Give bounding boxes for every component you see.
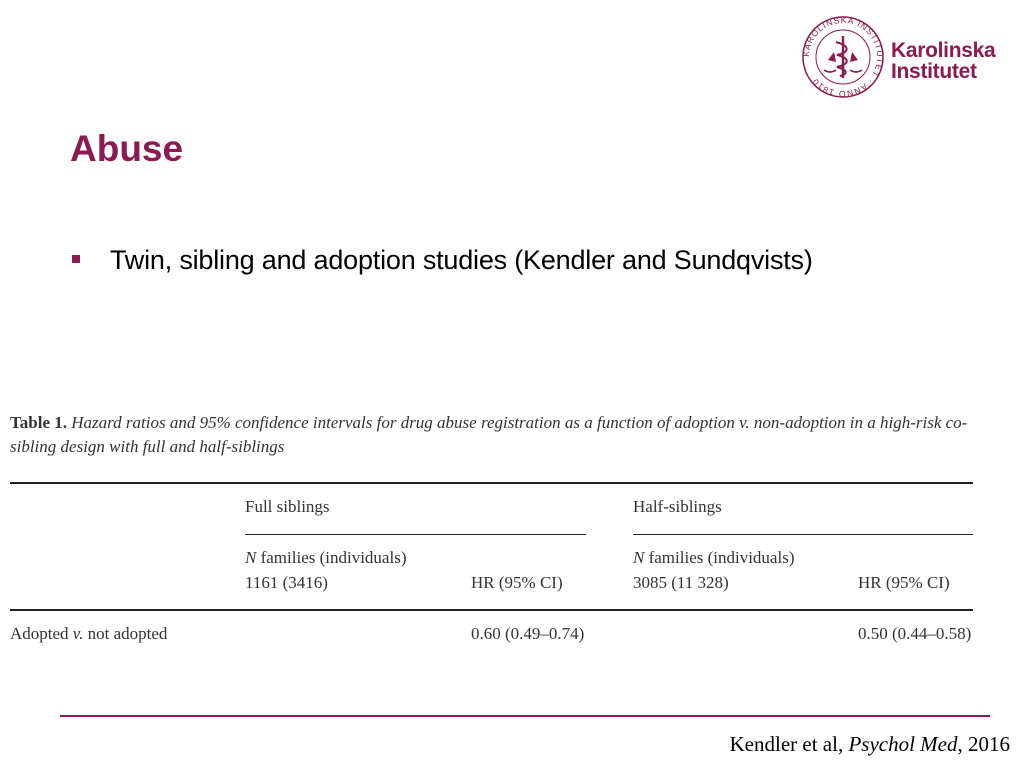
- row-label-post: not adopted: [83, 624, 168, 643]
- hr-value-half: 0.50 (0.44–0.58): [858, 624, 972, 643]
- row-label-italic: v.: [72, 624, 84, 643]
- n-families-value-half: 3085 (11 328): [633, 573, 729, 592]
- hr-header-half: HR (95% CI): [858, 573, 950, 592]
- citation-authors: Kendler et al,: [729, 732, 849, 756]
- n-families-value-full: 1161 (3416): [245, 573, 328, 592]
- half-siblings-group-rule: [633, 534, 973, 535]
- karolinska-logo: [800, 14, 1000, 104]
- table-caption: [10, 411, 975, 459]
- full-siblings-group-rule: [245, 534, 586, 535]
- group-header-half-siblings: Half-siblings: [633, 497, 722, 516]
- hr-header-full: HR (95% CI): [471, 573, 563, 592]
- n-label-rest: families (individuals): [644, 548, 795, 567]
- bullet-text: Twin, sibling and adoption studies (Kendler and Sundqvists): [110, 245, 813, 275]
- n-label-rest: families (individuals): [256, 548, 407, 567]
- group-header-full-siblings: Full siblings: [245, 497, 330, 516]
- seal-text: KAROLINSKA INSTITUTET · ANNO 1810: [800, 14, 886, 100]
- table-header-rule: [10, 609, 973, 611]
- karolinska-seal-icon: [800, 14, 886, 100]
- logo-name-line1: Karolinska: [891, 39, 996, 62]
- slide-title: Abuse: [70, 128, 184, 169]
- n-families-header-full: [245, 548, 406, 568]
- n-families-header-half: [633, 548, 794, 568]
- hr-value-full: 0.60 (0.49–0.74): [471, 624, 585, 643]
- table-caption-label: Table 1.: [10, 413, 68, 432]
- citation-journal: Psychol Med: [848, 732, 958, 756]
- n-label-italic: N: [633, 548, 645, 567]
- square-bullet-icon: [72, 255, 80, 263]
- source-citation: [730, 732, 1011, 757]
- n-label-italic: N: [245, 548, 257, 567]
- row-label-pre: Adopted: [10, 624, 73, 643]
- citation-year: , 2016: [957, 732, 1010, 756]
- footer-divider: [60, 715, 990, 717]
- table-caption-text: Hazard ratios and 95% confidence intervals for drug abuse registration as a function of adoption v. non-adoption in a high-risk co-sibling design with full and half-siblings: [10, 413, 968, 456]
- table-top-rule: [10, 482, 973, 484]
- logo-name-line2: Institutet: [891, 60, 977, 83]
- row-label-adopted: [10, 624, 167, 644]
